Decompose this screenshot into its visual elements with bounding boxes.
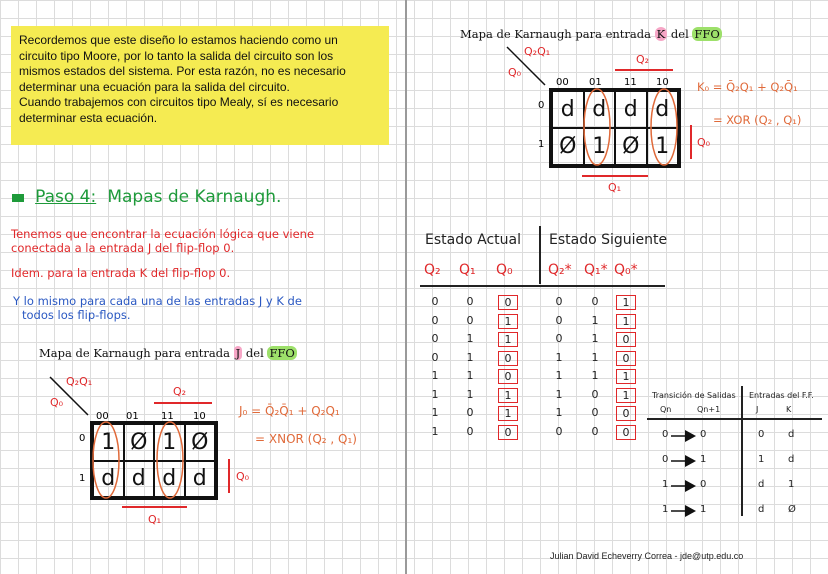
author-footer: Julian David Echeverry Correa - jde@utp.edu.co (550, 551, 744, 561)
col-code: 10 (656, 77, 669, 88)
explain-line: Tenemos que encontrar la ecuación lógica que viene (11, 227, 315, 241)
kmap-cell: Ø (124, 424, 155, 461)
col-code: 10 (193, 411, 206, 422)
kmap-j-mark-bottom: Q₁ (148, 513, 162, 526)
row-code: 0 (79, 433, 86, 444)
state-cell: 1 (498, 388, 518, 403)
kmap-cell: 1 (93, 424, 124, 461)
state-cell: 0 (466, 406, 474, 419)
kmap-cell: d (615, 91, 647, 128)
state-cell: 1 (498, 406, 518, 421)
kmap-cell: d (124, 461, 155, 498)
trans-k: d (788, 454, 795, 465)
state-cell: 0 (591, 406, 599, 419)
state-table-header-actual: Estado Actual (425, 232, 521, 248)
state-cell: 0 (498, 369, 518, 384)
state-cell: 1 (431, 387, 439, 401)
col-code: 00 (96, 411, 109, 422)
transition-arrow-icon (671, 429, 697, 443)
trans-sub-header: Qn+1 (697, 405, 721, 414)
kmap-k-corner-left: Q₀ (508, 66, 522, 79)
trans-qn1: 0 (700, 479, 707, 490)
state-cell: 0 (616, 425, 636, 440)
row-code: 1 (79, 473, 86, 484)
trans-k: 1 (788, 479, 795, 490)
trans-table-hline (647, 418, 822, 420)
kmap-cell: d (647, 91, 679, 128)
kmap-cell: d (185, 461, 216, 498)
paso-heading (12, 187, 281, 207)
transition-arrow-icon (671, 479, 697, 493)
kmap-k-corner-top: Q₂Q₁ (524, 45, 551, 58)
note-line: circuito tipo Moore, por lo tanto la salida del circuito son los (19, 48, 334, 63)
state-cell: 0 (498, 295, 518, 310)
trans-table-vline (741, 386, 743, 516)
kmap-j-mark-right-line (228, 459, 230, 493)
state-cell: 1 (431, 406, 439, 419)
state-cell: 1 (498, 332, 518, 347)
state-cell: 1 (431, 369, 439, 382)
state-cell: 1 (555, 406, 563, 419)
state-cell: 0 (466, 424, 474, 438)
explain-line: Idem. para la entrada K del flip-flop 0. (11, 266, 231, 280)
row-code: 1 (538, 139, 545, 150)
trans-j: 1 (758, 454, 765, 465)
note-line: determinar esta ecuación. (19, 110, 158, 125)
kmap-cell: 1 (584, 128, 616, 165)
state-cell: 1 (555, 350, 563, 364)
state-col-header: Q₁ (459, 262, 476, 278)
state-cell: 0 (431, 313, 439, 327)
kmap-k-mark-right: Q₀ (697, 136, 711, 149)
trans-qn: 1 (662, 479, 669, 490)
state-cell: 1 (591, 332, 599, 345)
state-cell: 1 (466, 387, 474, 401)
col-code: 11 (161, 411, 174, 422)
trans-j: d (758, 504, 765, 515)
kmap-j-corner-top: Q₂Q₁ (66, 375, 93, 388)
row-code: 0 (538, 100, 545, 111)
state-cell: 1 (431, 424, 439, 438)
kmap-j-mark-top: Q₂ (173, 385, 187, 398)
explain-line: Y lo mismo para cada una de las entradas J y K de (13, 294, 302, 308)
state-col-header: Q₂* (548, 262, 572, 278)
state-cell: 0 (431, 295, 439, 308)
kmap-j-mark-line (154, 402, 212, 404)
transition-arrow-icon (671, 454, 697, 468)
state-table-header-next: Estado Siguiente (549, 232, 668, 248)
state-cell: 1 (616, 369, 636, 384)
kmap-j-mark-right: Q₀ (236, 470, 250, 483)
state-table-vline (539, 226, 541, 284)
note-line: Recordemos que este diseño lo estamos haciendo como un (19, 33, 338, 47)
paso-title: Mapas de Karnaugh. (107, 187, 282, 207)
col-code: 01 (589, 77, 602, 88)
trans-qn: 1 (662, 504, 669, 515)
kmap-j-corner-left: Q₀ (50, 396, 64, 409)
state-cell: 1 (591, 313, 599, 327)
state-cell: 0 (555, 295, 563, 308)
state-cell: 0 (555, 424, 563, 438)
kmap-cell: Ø (185, 424, 216, 461)
pencil-icon (12, 194, 24, 202)
state-col-header: Q₁* (584, 262, 608, 278)
state-cell: 0 (498, 351, 518, 366)
col-code: 11 (624, 77, 637, 88)
state-cell: 0 (616, 332, 636, 347)
trans-qn1: 1 (700, 504, 707, 515)
state-cell: 0 (616, 351, 636, 366)
state-cell: 0 (466, 313, 474, 327)
kmap-j-equation-xnor: = XNOR (Q₂ , Q₁) (255, 432, 357, 446)
state-cell: 0 (555, 313, 563, 327)
trans-sub-header: K (786, 405, 792, 414)
state-cell: 1 (498, 314, 518, 329)
state-cell: 1 (591, 350, 599, 364)
kmap-j-title: Mapa de Karnaugh para entrada J del FFO (39, 346, 295, 360)
state-cell: 0 (466, 295, 474, 308)
state-cell: 1 (616, 388, 636, 403)
kmap-k-mark-right-line (690, 125, 692, 159)
state-cell: 1 (555, 387, 563, 401)
explain-line: todos los flip-flops. (22, 308, 131, 322)
trans-qn1: 0 (700, 429, 707, 440)
kmap-cell: Ø (615, 128, 647, 165)
kmap-cell: d (584, 91, 616, 128)
state-cell: 0 (591, 424, 599, 438)
col-code: 01 (126, 411, 139, 422)
col-code: 00 (556, 77, 569, 88)
kmap-cell: d (93, 461, 124, 498)
paso-label: Paso 4: (35, 187, 97, 207)
kmap-cell: d (552, 91, 584, 128)
kmap-cell: 1 (154, 424, 185, 461)
explain-line: conectada a la entrada J del flip-flop 0. (11, 241, 235, 255)
trans-j: d (758, 479, 765, 490)
state-cell: 0 (555, 332, 563, 345)
trans-sub-header: Qn (660, 405, 672, 414)
state-col-header: Q₀* (614, 262, 638, 278)
note-line: Cuando trabajemos con circuitos tipo Mealy, sí es necesario (19, 95, 339, 109)
kmap-k-equation: K₀ = Q̄₂Q₁ + Q₂Q̄₁ (697, 80, 798, 94)
state-cell: 1 (466, 369, 474, 382)
note-line: determinar una ecuación para la salida del circuito. (19, 79, 290, 94)
trans-sub-header: J (756, 405, 759, 414)
kmap-k-title: Mapa de Karnaugh para entrada K del FFO (460, 27, 720, 41)
page-divider (405, 0, 407, 574)
state-cell: 1 (616, 314, 636, 329)
state-col-header: Q₀ (496, 262, 513, 278)
transition-arrow-icon (671, 504, 697, 518)
kmap-k-mark-bottom: Q₁ (608, 181, 622, 194)
trans-qn: 0 (662, 429, 669, 440)
state-cell: 1 (591, 369, 599, 382)
kmap-j-groups (88, 418, 223, 506)
kmap-k-mark-line (615, 69, 673, 71)
kmap-k-mark-bottom-line (582, 175, 648, 177)
kmap-k-equation-xor: = XOR (Q₂ , Q₁) (713, 113, 802, 127)
kmap-j-equation: J₀ = Q̄₂Q̄₁ + Q₂Q₁ (239, 404, 340, 418)
state-cell: 0 (616, 406, 636, 421)
trans-j: 0 (758, 429, 765, 440)
state-cell: 0 (591, 387, 599, 401)
state-cell: 1 (616, 295, 636, 310)
state-cell: 1 (555, 369, 563, 382)
state-cell: 0 (431, 350, 439, 364)
state-cell: 0 (431, 332, 439, 345)
trans-k: Ø (788, 504, 796, 515)
note-line: mismos estados del sistema. Por esta razón, no es necesario (19, 64, 346, 78)
kmap-cell: d (154, 461, 185, 498)
state-cell: 1 (466, 332, 474, 345)
trans-table-header-outputs: Transición de Salidas (652, 391, 736, 400)
kmap-cell: Ø (552, 128, 584, 165)
state-cell: 1 (466, 350, 474, 364)
trans-table-header-inputs: Entradas del F.F. (749, 391, 814, 400)
kmap-k-mark-top: Q₂ (636, 53, 650, 66)
kmap-j-mark-bottom-line (122, 506, 187, 508)
kmap-cell: 1 (647, 128, 679, 165)
state-cell: 0 (591, 295, 599, 308)
trans-qn: 0 (662, 454, 669, 465)
kmap-k-groups (547, 85, 687, 175)
state-table-hline (420, 285, 665, 287)
moore-note (11, 26, 389, 145)
state-cell: 0 (498, 425, 518, 440)
state-col-header: Q₂ (424, 262, 441, 278)
trans-qn1: 1 (700, 454, 707, 465)
trans-k: d (788, 429, 795, 440)
